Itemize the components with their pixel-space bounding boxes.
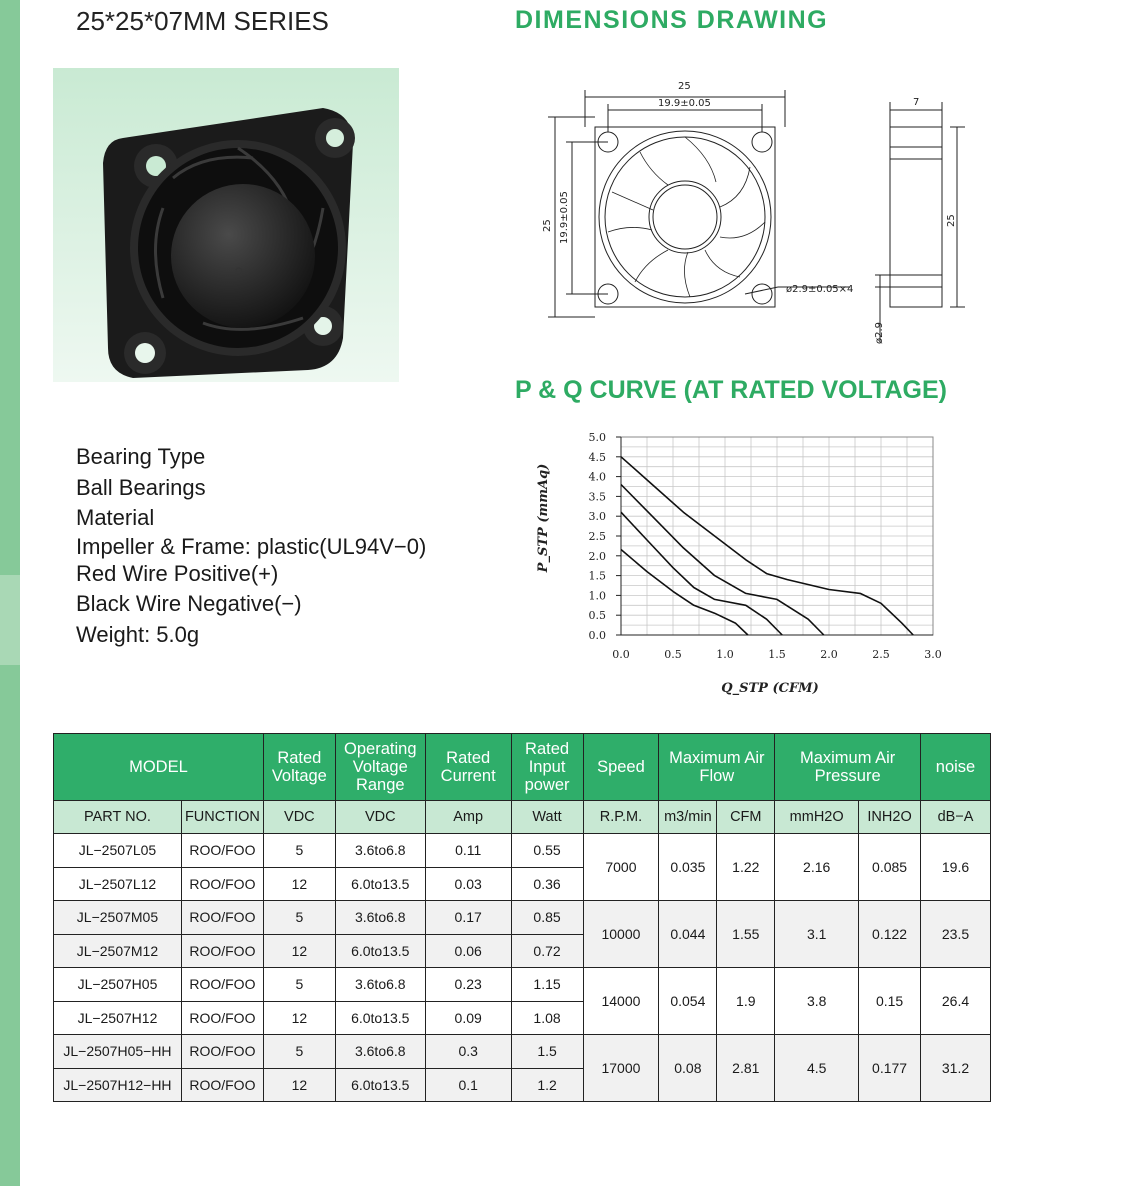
operating-range: 3.6to6.8 (335, 968, 425, 1002)
x-axis-label: Q_STP (CFM) (721, 681, 819, 696)
header-speed: Speed (583, 734, 659, 801)
dim-width-overall: 25 (678, 81, 691, 92)
function: ROO/FOO (181, 934, 263, 968)
y-tick-label: 0.5 (588, 609, 606, 623)
rated-voltage: 12 (263, 867, 335, 901)
pressure-mmh2o: 3.8 (775, 968, 859, 1035)
function: ROO/FOO (181, 1035, 263, 1069)
part-no: JL−2507H05−HH (54, 1035, 182, 1069)
airflow-cfm: 1.22 (717, 834, 775, 901)
airflow-m3min: 0.035 (659, 834, 717, 901)
dim-hole-diameter: ø2.9±0.05×4 (786, 284, 854, 295)
pq-series-line-m (621, 512, 782, 635)
rated-current: 0.3 (425, 1035, 511, 1069)
rated-voltage: 12 (263, 934, 335, 968)
part-no: JL−2507L12 (54, 867, 182, 901)
header-operating-voltage: Operating Voltage Range (335, 734, 425, 801)
function: ROO/FOO (181, 867, 263, 901)
operating-range: 3.6to6.8 (335, 834, 425, 868)
spec-table (53, 733, 991, 1102)
rated-voltage: 12 (263, 1001, 335, 1035)
airflow-cfm: 1.55 (717, 901, 775, 968)
y-tick-label: 0.0 (588, 629, 606, 642)
pressure-mmh2o: 3.1 (775, 901, 859, 968)
operating-range: 3.6to6.8 (335, 901, 425, 935)
operating-range: 6.0to13.5 (335, 1068, 425, 1102)
header-noise: noise (921, 734, 991, 801)
input-power: 1.2 (511, 1068, 583, 1102)
y-tick-label: 4.5 (588, 450, 606, 464)
function: ROO/FOO (181, 901, 263, 935)
spec-material-value: Impeller & Frame: plastic(UL94V−0) (76, 533, 427, 559)
header-max-air-flow: Maximum Air Flow (659, 734, 775, 801)
input-power: 1.08 (511, 1001, 583, 1035)
y-tick-label: 3.5 (588, 490, 606, 504)
spec-bearing-value: Ball Bearings (76, 474, 206, 500)
header-rated-input-power: Rated Input power (511, 734, 583, 801)
y-tick-label: 2.5 (588, 530, 606, 543)
noise: 31.2 (921, 1035, 991, 1102)
rated-voltage: 12 (263, 1068, 335, 1102)
rated-current: 0.06 (425, 934, 511, 968)
airflow-m3min: 0.044 (659, 901, 717, 968)
rated-current: 0.11 (425, 834, 511, 868)
part-no: JL−2507H05 (54, 968, 182, 1002)
side-accent-notch (0, 575, 20, 665)
spec-material: Material (76, 505, 155, 530)
part-no: JL−2507H12 (54, 1001, 182, 1035)
part-no: JL−2507H12−HH (54, 1068, 182, 1102)
speed: 10000 (583, 901, 659, 968)
table-row (54, 968, 991, 1002)
unit-cfm: CFM (717, 801, 775, 834)
x-tick-label: 2.0 (820, 648, 838, 661)
unit-current: Amp (425, 801, 511, 834)
x-tick-label: 2.5 (872, 648, 890, 661)
operating-range: 3.6to6.8 (335, 1035, 425, 1069)
rated-current: 0.23 (425, 968, 511, 1002)
rated-current: 0.09 (425, 1001, 511, 1035)
speed: 14000 (583, 968, 659, 1035)
pressure-mmh2o: 2.16 (775, 834, 859, 901)
y-tick-label: 4.0 (588, 470, 606, 484)
airflow-m3min: 0.08 (659, 1035, 717, 1102)
table-row (54, 1035, 991, 1069)
fan-photo (53, 68, 399, 382)
x-tick-label: 0.0 (612, 648, 630, 661)
unit-inh2o: INH2O (859, 801, 921, 834)
input-power: 0.85 (511, 901, 583, 935)
pressure-inh2o: 0.15 (859, 968, 921, 1035)
pressure-inh2o: 0.122 (859, 901, 921, 968)
unit-m3min: m3/min (659, 801, 717, 834)
spec-black-wire: Black Wire Negative(−) (76, 591, 302, 616)
dim-height-overall: 25 (542, 219, 553, 232)
unit-function: FUNCTION (181, 801, 263, 834)
part-no: JL−2507M05 (54, 901, 182, 935)
airflow-cfm: 1.9 (717, 968, 775, 1035)
rated-current: 0.03 (425, 867, 511, 901)
airflow-m3min: 0.054 (659, 968, 717, 1035)
y-axis-label: P_STP (mmAq) (536, 463, 551, 573)
rated-current: 0.1 (425, 1068, 511, 1102)
y-tick-label: 5.0 (588, 431, 606, 444)
x-tick-label: 3.0 (924, 648, 942, 661)
y-tick-label: 1.5 (588, 569, 606, 583)
pq-series-line-h (621, 485, 824, 636)
function: ROO/FOO (181, 834, 263, 868)
rated-voltage: 5 (263, 968, 335, 1002)
input-power: 0.55 (511, 834, 583, 868)
unit-power: Watt (511, 801, 583, 834)
pressure-inh2o: 0.085 (859, 834, 921, 901)
dim-side-hole: ø2.9 (874, 321, 885, 344)
x-tick-label: 1.0 (716, 648, 734, 661)
unit-noise: dB−A (921, 801, 991, 834)
unit-speed: R.P.M. (583, 801, 659, 834)
pressure-mmh2o: 4.5 (775, 1035, 859, 1102)
spec-weight: Weight: 5.0g (76, 621, 200, 647)
part-no: JL−2507L05 (54, 834, 182, 868)
operating-range: 6.0to13.5 (335, 1001, 425, 1035)
airflow-cfm: 2.81 (717, 1035, 775, 1102)
dim-side-height: 25 (946, 214, 957, 227)
table-row (54, 901, 991, 935)
spec-red-wire: Red Wire Positive(+) (76, 560, 279, 586)
series-title: 25*25*07MM SERIES (76, 6, 329, 36)
pq-series-line-l (621, 550, 748, 636)
spec-bearing-type: Bearing Type (76, 444, 206, 469)
y-tick-label: 1.0 (588, 589, 606, 603)
x-tick-label: 1.5 (768, 648, 786, 661)
y-tick-label: 3.0 (588, 510, 606, 524)
header-max-air-pressure: Maximum Air Pressure (775, 734, 921, 801)
speed: 17000 (583, 1035, 659, 1102)
header-rated-voltage: Rated Voltage (263, 734, 335, 801)
header-model: MODEL (54, 734, 264, 801)
rated-voltage: 5 (263, 1035, 335, 1069)
function: ROO/FOO (181, 1001, 263, 1035)
rated-voltage: 5 (263, 834, 335, 868)
svg-text:ↄ: ↄ (235, 263, 243, 280)
header-rated-current: Rated Current (425, 734, 511, 801)
rated-voltage: 5 (263, 901, 335, 935)
dimensions-drawing (520, 72, 980, 362)
operating-range: 6.0to13.5 (335, 934, 425, 968)
specs-list (76, 442, 426, 650)
speed: 7000 (583, 834, 659, 901)
pq-curve-title: P & Q CURVE (AT RATED VOLTAGE) (515, 376, 947, 404)
dim-hole-spacing: 19.9±0.05 (658, 98, 711, 109)
unit-part-no: PART NO. (54, 801, 182, 834)
dim-thickness: 7 (913, 97, 920, 108)
rated-current: 0.17 (425, 901, 511, 935)
y-tick-label: 2.0 (588, 549, 606, 563)
input-power: 1.15 (511, 968, 583, 1002)
pq-curve-chart (525, 425, 955, 705)
dim-hole-spacing-vertical: 19.9±0.05 (559, 191, 570, 244)
unit-mmh2o: mmH2O (775, 801, 859, 834)
unit-operating-voltage: VDC (335, 801, 425, 834)
part-no: JL−2507M12 (54, 934, 182, 968)
input-power: 0.72 (511, 934, 583, 968)
operating-range: 6.0to13.5 (335, 867, 425, 901)
x-tick-label: 0.5 (664, 648, 682, 661)
noise: 23.5 (921, 901, 991, 968)
noise: 26.4 (921, 968, 991, 1035)
input-power: 0.36 (511, 867, 583, 901)
dimensions-title: DIMENSIONS DRAWING (515, 6, 829, 34)
unit-rated-voltage: VDC (263, 801, 335, 834)
function: ROO/FOO (181, 968, 263, 1002)
function: ROO/FOO (181, 1068, 263, 1102)
table-row (54, 834, 991, 868)
input-power: 1.5 (511, 1035, 583, 1069)
noise: 19.6 (921, 834, 991, 901)
pressure-inh2o: 0.177 (859, 1035, 921, 1102)
side-accent-bar (0, 0, 20, 1186)
